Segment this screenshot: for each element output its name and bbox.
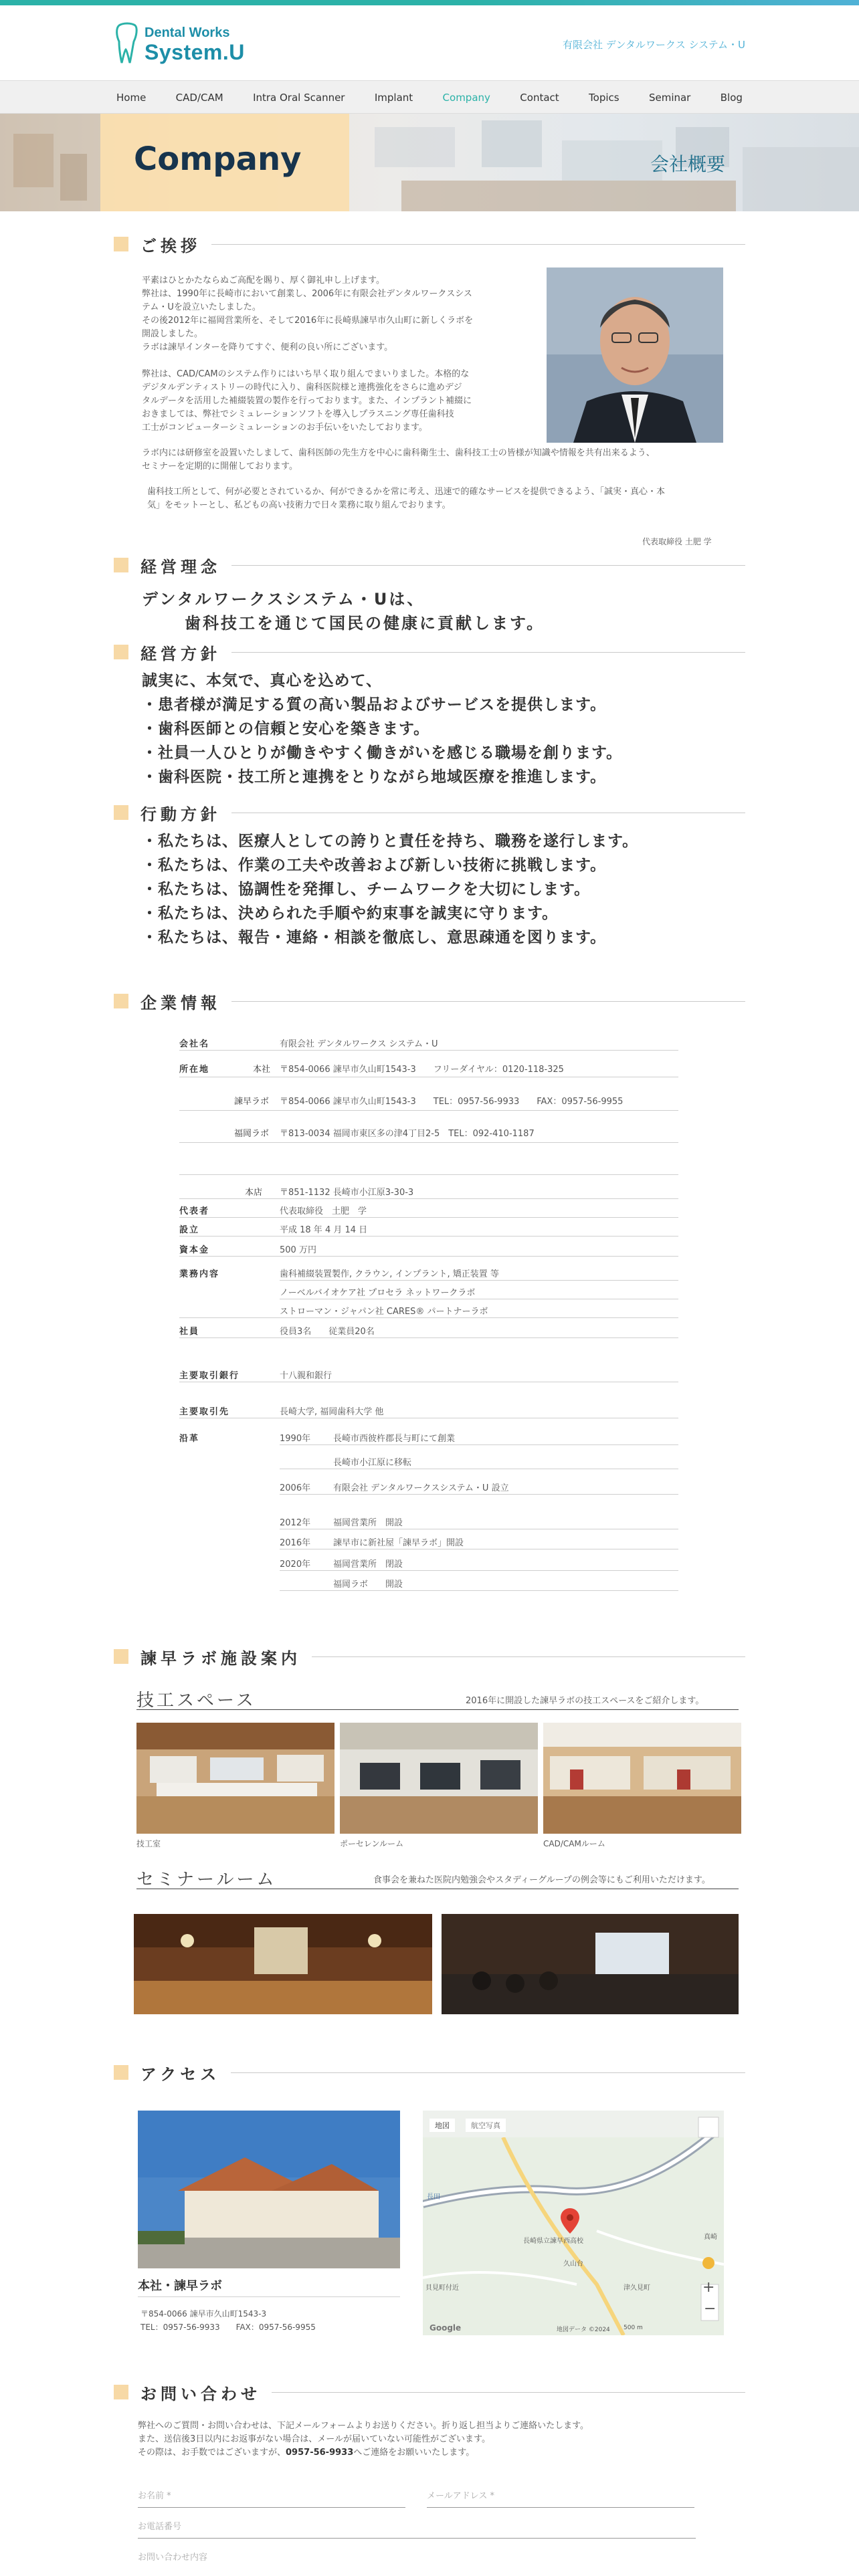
- greeting-paragraph-2: 弊社は、CAD/CAMのシステム作りにはいち早く取り組んでまいりました。本格的な デジタルデンティストリーの時代に入り、歯科医院様と連携強化をさらに進めデジ タルデータを活用した補綴装置の製作を行っております。また、インプラント補綴に おきましては、弊社でシミュレーションソフトを導入しプラスニング専任歯科技 工士がコンピューターシミュレーションのお手伝いをいたしております。: [142, 369, 472, 433]
- info-value: 〒813-0034 福岡市東区多の津4丁目2-5 TEL：092-410-1187: [280, 1129, 535, 1139]
- contact-phone: 0957-56-9933: [286, 2448, 354, 2458]
- map-label: 真崎: [704, 2234, 717, 2241]
- policy-item: ・歯科医師との信頼と安心を築きます。: [142, 720, 430, 738]
- nav-item-seminar[interactable]: Seminar: [648, 92, 691, 104]
- ceo-signature: 代表取締役 土肥 学: [642, 537, 712, 546]
- info-label: 代表者: [179, 1206, 210, 1216]
- google-map[interactable]: [423, 2111, 724, 2335]
- conduct-item: ・私たちは、作業の工夫や改善および新しい技術に挑戦します。: [142, 857, 607, 874]
- info-value: 〒854-0066 諫早市久山町1543-3 フリーダイヤル：0120-118-325: [280, 1065, 564, 1075]
- seminar-room-title: セミナールーム: [136, 1870, 277, 1890]
- philosophy-line-1: デンタルワークスシステム・Uは、: [142, 590, 425, 609]
- greeting-paragraph-1: 平素はひとかたならぬご高配を賜り、厚く御礼申し上げます。 弊社は、1990年に長崎市において創業し、2006年に有限会社デンタルワークスシス テム・Uを設立いたしました。 その後2012年に福岡営業所を、そして2016年に長崎県諫早市久山町に新しくラボを 開設しました。 ラボは諫早インターを降りてすぐ、便利の良い所にございます。: [142, 276, 474, 352]
- message-field[interactable]: [138, 2547, 696, 2569]
- seminar-room-photo-1: [134, 1914, 432, 2014]
- conduct-item: ・私たちは、報告・連絡・相談を徹底し、意思疎通を図ります。: [142, 929, 607, 946]
- section-title: ご挨拶: [140, 233, 211, 256]
- map-tab-satellite[interactable]: 航空写真: [466, 2119, 506, 2132]
- nav-item-contact[interactable]: Contact: [520, 92, 559, 104]
- philosophy-line-2: 歯科技工を通じて国民の健康に貢献します。: [185, 614, 545, 633]
- photo-caption: CAD/CAMルーム: [543, 1839, 605, 1848]
- nav-item-topics[interactable]: Topics: [589, 92, 619, 104]
- nav-item-implant[interactable]: Implant: [374, 92, 413, 104]
- info-value: ノーベルバイオケア社 プロセラ ネットワークラボ: [280, 1288, 476, 1298]
- info-value: 500 万円: [280, 1245, 316, 1255]
- photo-caption: ポーセレンルーム: [340, 1839, 404, 1848]
- history-year: 2006年: [280, 1483, 311, 1493]
- section-title: 行動方針: [140, 801, 231, 825]
- info-label: 主要取引銀行: [179, 1371, 240, 1381]
- history-event: 福岡営業所 開設: [333, 1518, 403, 1528]
- ceo-portrait-photo: [547, 267, 723, 443]
- info-value: 十八親和銀行: [280, 1371, 332, 1381]
- conduct-item: ・私たちは、協調性を発揮し、チームワークを大切にします。: [142, 881, 591, 898]
- page-hero: [0, 114, 859, 211]
- contact-intro: 弊社へのご質問・お問い合わせは、下記メールフォームよりお送りください。折り返し担当よりご連絡いたします。 また、送信後3日以内にお返事がない場合は、メールが届いていない可能性がございます。 その際は、お手数ではございますが、0957-56-9933へご連絡をお願いいたします。: [138, 2421, 589, 2458]
- info-sublabel: 本社: [253, 1065, 271, 1075]
- top-accent-bar: [0, 0, 859, 5]
- info-value: 役員3名 従業員20名: [280, 1327, 375, 1337]
- phone-field[interactable]: [138, 2516, 696, 2539]
- phone-input[interactable]: [138, 2516, 696, 2537]
- email-input[interactable]: [427, 2485, 694, 2506]
- conduct-list: [142, 829, 638, 950]
- conduct-item: ・私たちは、決められた手順や約束事を誠実に守ります。: [142, 905, 559, 922]
- history-year: 2016年: [280, 1538, 311, 1548]
- policy-item: ・社員一人ひとりが働きやすく働きがいを感じる職場を創ります。: [142, 744, 623, 762]
- header-company-name: 有限会社 デンタルワークス システム・U: [563, 39, 745, 51]
- photo-caption: 技工室: [136, 1839, 161, 1848]
- divider: [136, 1709, 739, 1710]
- tech-space-title: 技工スペース: [136, 1691, 256, 1711]
- greeting-paragraph-3: ラボ内には研修室を設置いたしまして、歯科医師の先生方を中心に歯科衛生士、歯科技工士の皆様が知識や情報を共有出来るよう、 セミナーを定期的に開催しております。: [142, 448, 655, 471]
- conduct-item: ・私たちは、医療人としての誇りと責任を持ち、職務を遂行します。: [142, 833, 639, 850]
- info-label: 沿革: [179, 1434, 200, 1444]
- info-value: ストローマン・ジャパン社 CARES® パートナーラボ: [280, 1307, 488, 1317]
- seminar-room-note: 食事会を兼ねた医院内勉強会やスタディーグループの例会等にもご利用いただけます。: [373, 1875, 710, 1885]
- policy-item: 誠実に、本気で、真心を込めて、: [142, 672, 383, 689]
- map-scale: 500 m: [624, 2325, 643, 2331]
- history-year: 2012年: [280, 1518, 311, 1528]
- policy-list: [142, 669, 622, 789]
- info-sublabel: 福岡ラボ: [234, 1129, 270, 1139]
- info-value: 有限会社 デンタルワークス システム・U: [280, 1039, 438, 1049]
- map-brand: Google: [430, 2323, 462, 2333]
- seminar-room-photo-2: [442, 1914, 739, 2014]
- map-zoom-out-button[interactable]: −: [704, 2300, 717, 2317]
- section-title: 企業情報: [140, 990, 231, 1013]
- site-logo[interactable]: [114, 19, 248, 67]
- name-field[interactable]: [138, 2485, 405, 2508]
- history-event: 長崎市西彼杵郡長与町にて創業: [333, 1434, 456, 1444]
- tooth-logo-icon: [114, 21, 140, 66]
- history-event: 有限会社 デンタルワークスシステム・U 設立: [333, 1483, 509, 1493]
- access-address: 〒854-0066 諫早市久山町1543-3 TEL：0957-56-9933 FAX：0957-56-9955: [140, 2309, 316, 2332]
- info-label: 主要取引先: [179, 1407, 230, 1417]
- nav-item-company[interactable]: Company: [442, 92, 490, 104]
- page-subtitle: 会社概要: [650, 153, 726, 175]
- info-sublabel: 本店: [245, 1188, 263, 1198]
- name-input[interactable]: [138, 2485, 405, 2506]
- tech-space-note: 2016年に開設した諫早ラボの技工スペースをご紹介します。: [466, 1696, 704, 1706]
- main-nav: [0, 80, 859, 114]
- map-zoom-in-button[interactable]: +: [702, 2279, 715, 2296]
- map-label: 津久見町: [624, 2284, 650, 2292]
- section-heading-philosophy: [114, 554, 745, 575]
- nav-item-home[interactable]: Home: [116, 92, 147, 104]
- section-heading-policy: [114, 641, 745, 662]
- map-tab-map[interactable]: 地図: [430, 2119, 455, 2132]
- porcelain-room-photo: [340, 1723, 538, 1834]
- history-event: 長崎市小江原に移転: [333, 1458, 412, 1468]
- section-heading-access: [114, 2061, 745, 2082]
- map-label: 長田: [427, 2193, 440, 2201]
- info-label: 設立: [179, 1225, 200, 1235]
- site-header: [0, 5, 859, 80]
- info-value: 歯科補綴装置製作, クラウン, インプラント, 矯正装置 等: [280, 1269, 499, 1279]
- info-value: 〒854-0066 諫早市久山町1543-3 TEL：0957-56-9933 FAX：0957-56-9955: [280, 1097, 624, 1107]
- email-field[interactable]: [427, 2485, 694, 2508]
- section-heading-contact: [114, 2381, 745, 2402]
- map-copyright: 地図データ ©2024: [557, 2327, 610, 2333]
- info-label: 資本金: [179, 1245, 210, 1255]
- cadcam-room-photo: [543, 1723, 741, 1834]
- nav-item-blog[interactable]: Blog: [720, 92, 743, 104]
- section-title: 経営理念: [140, 554, 231, 577]
- message-input[interactable]: [138, 2547, 696, 2568]
- section-title: アクセス: [140, 2061, 231, 2084]
- logo-text-line2: System.U: [145, 40, 245, 64]
- greeting-paragraph-4: 歯科技工所として、何が必要とされているか、何ができるかを常に考え、迅速で的確なサービスを提供できるよう、「誠実・真心・本 気」をモットーとし、私どもの高い技術力で日々業務に取り組んでおります。: [147, 487, 666, 510]
- info-value: 代表取締役 土肥 学: [280, 1206, 367, 1216]
- history-event: 福岡営業所 閉設: [333, 1560, 403, 1570]
- history-year: 1990年: [280, 1434, 311, 1444]
- history-event: 諫早市に新社屋「諫早ラボ」開設: [333, 1538, 464, 1548]
- lab-room-photo: [136, 1723, 335, 1834]
- page-title: Company: [134, 140, 302, 178]
- section-heading-lab: [114, 1645, 745, 1667]
- info-value: 平成 18 年 4 月 14 日: [280, 1225, 368, 1235]
- map-label: 久山台: [563, 2260, 583, 2268]
- section-heading-company-info: [114, 990, 745, 1011]
- nav-item-cadcam[interactable]: CAD/CAM: [175, 92, 223, 104]
- info-value: 〒851-1132 長崎市小江原3-30-3: [280, 1188, 414, 1198]
- section-heading-greeting: [114, 233, 745, 254]
- info-label: 会社名: [179, 1039, 210, 1049]
- logo-text-line1: Dental Works: [145, 25, 230, 40]
- divider: [138, 2296, 400, 2297]
- map-label: 貝見町付近: [425, 2284, 459, 2292]
- info-label: 社員: [179, 1327, 200, 1337]
- section-title: 経営方針: [140, 641, 231, 664]
- nav-item-intra-oral-scanner[interactable]: Intra Oral Scanner: [253, 92, 345, 104]
- policy-item: ・患者様が満足する質の高い製品およびサービスを提供します。: [142, 696, 607, 714]
- access-building-title: 本社・諫早ラボ: [138, 2279, 222, 2293]
- section-title: 諫早ラボ施設案内: [140, 1645, 312, 1669]
- map-label: 長崎県立諫早西高校: [523, 2238, 583, 2245]
- history-year: 2020年: [280, 1560, 311, 1570]
- info-value: 長崎大学, 福岡歯科大学 他: [280, 1407, 384, 1417]
- info-label: 所在地: [179, 1065, 210, 1075]
- policy-item: ・歯科医院・技工所と連携をとりながら地域医療を推進します。: [142, 768, 607, 786]
- lab-building-photo: [138, 2111, 400, 2268]
- section-heading-conduct: [114, 801, 745, 823]
- info-sublabel: 諫早ラボ: [234, 1097, 270, 1107]
- section-title: お問い合わせ: [140, 2381, 272, 2404]
- info-label: 業務内容: [179, 1269, 220, 1279]
- history-event: 福岡ラボ 開設: [333, 1580, 403, 1590]
